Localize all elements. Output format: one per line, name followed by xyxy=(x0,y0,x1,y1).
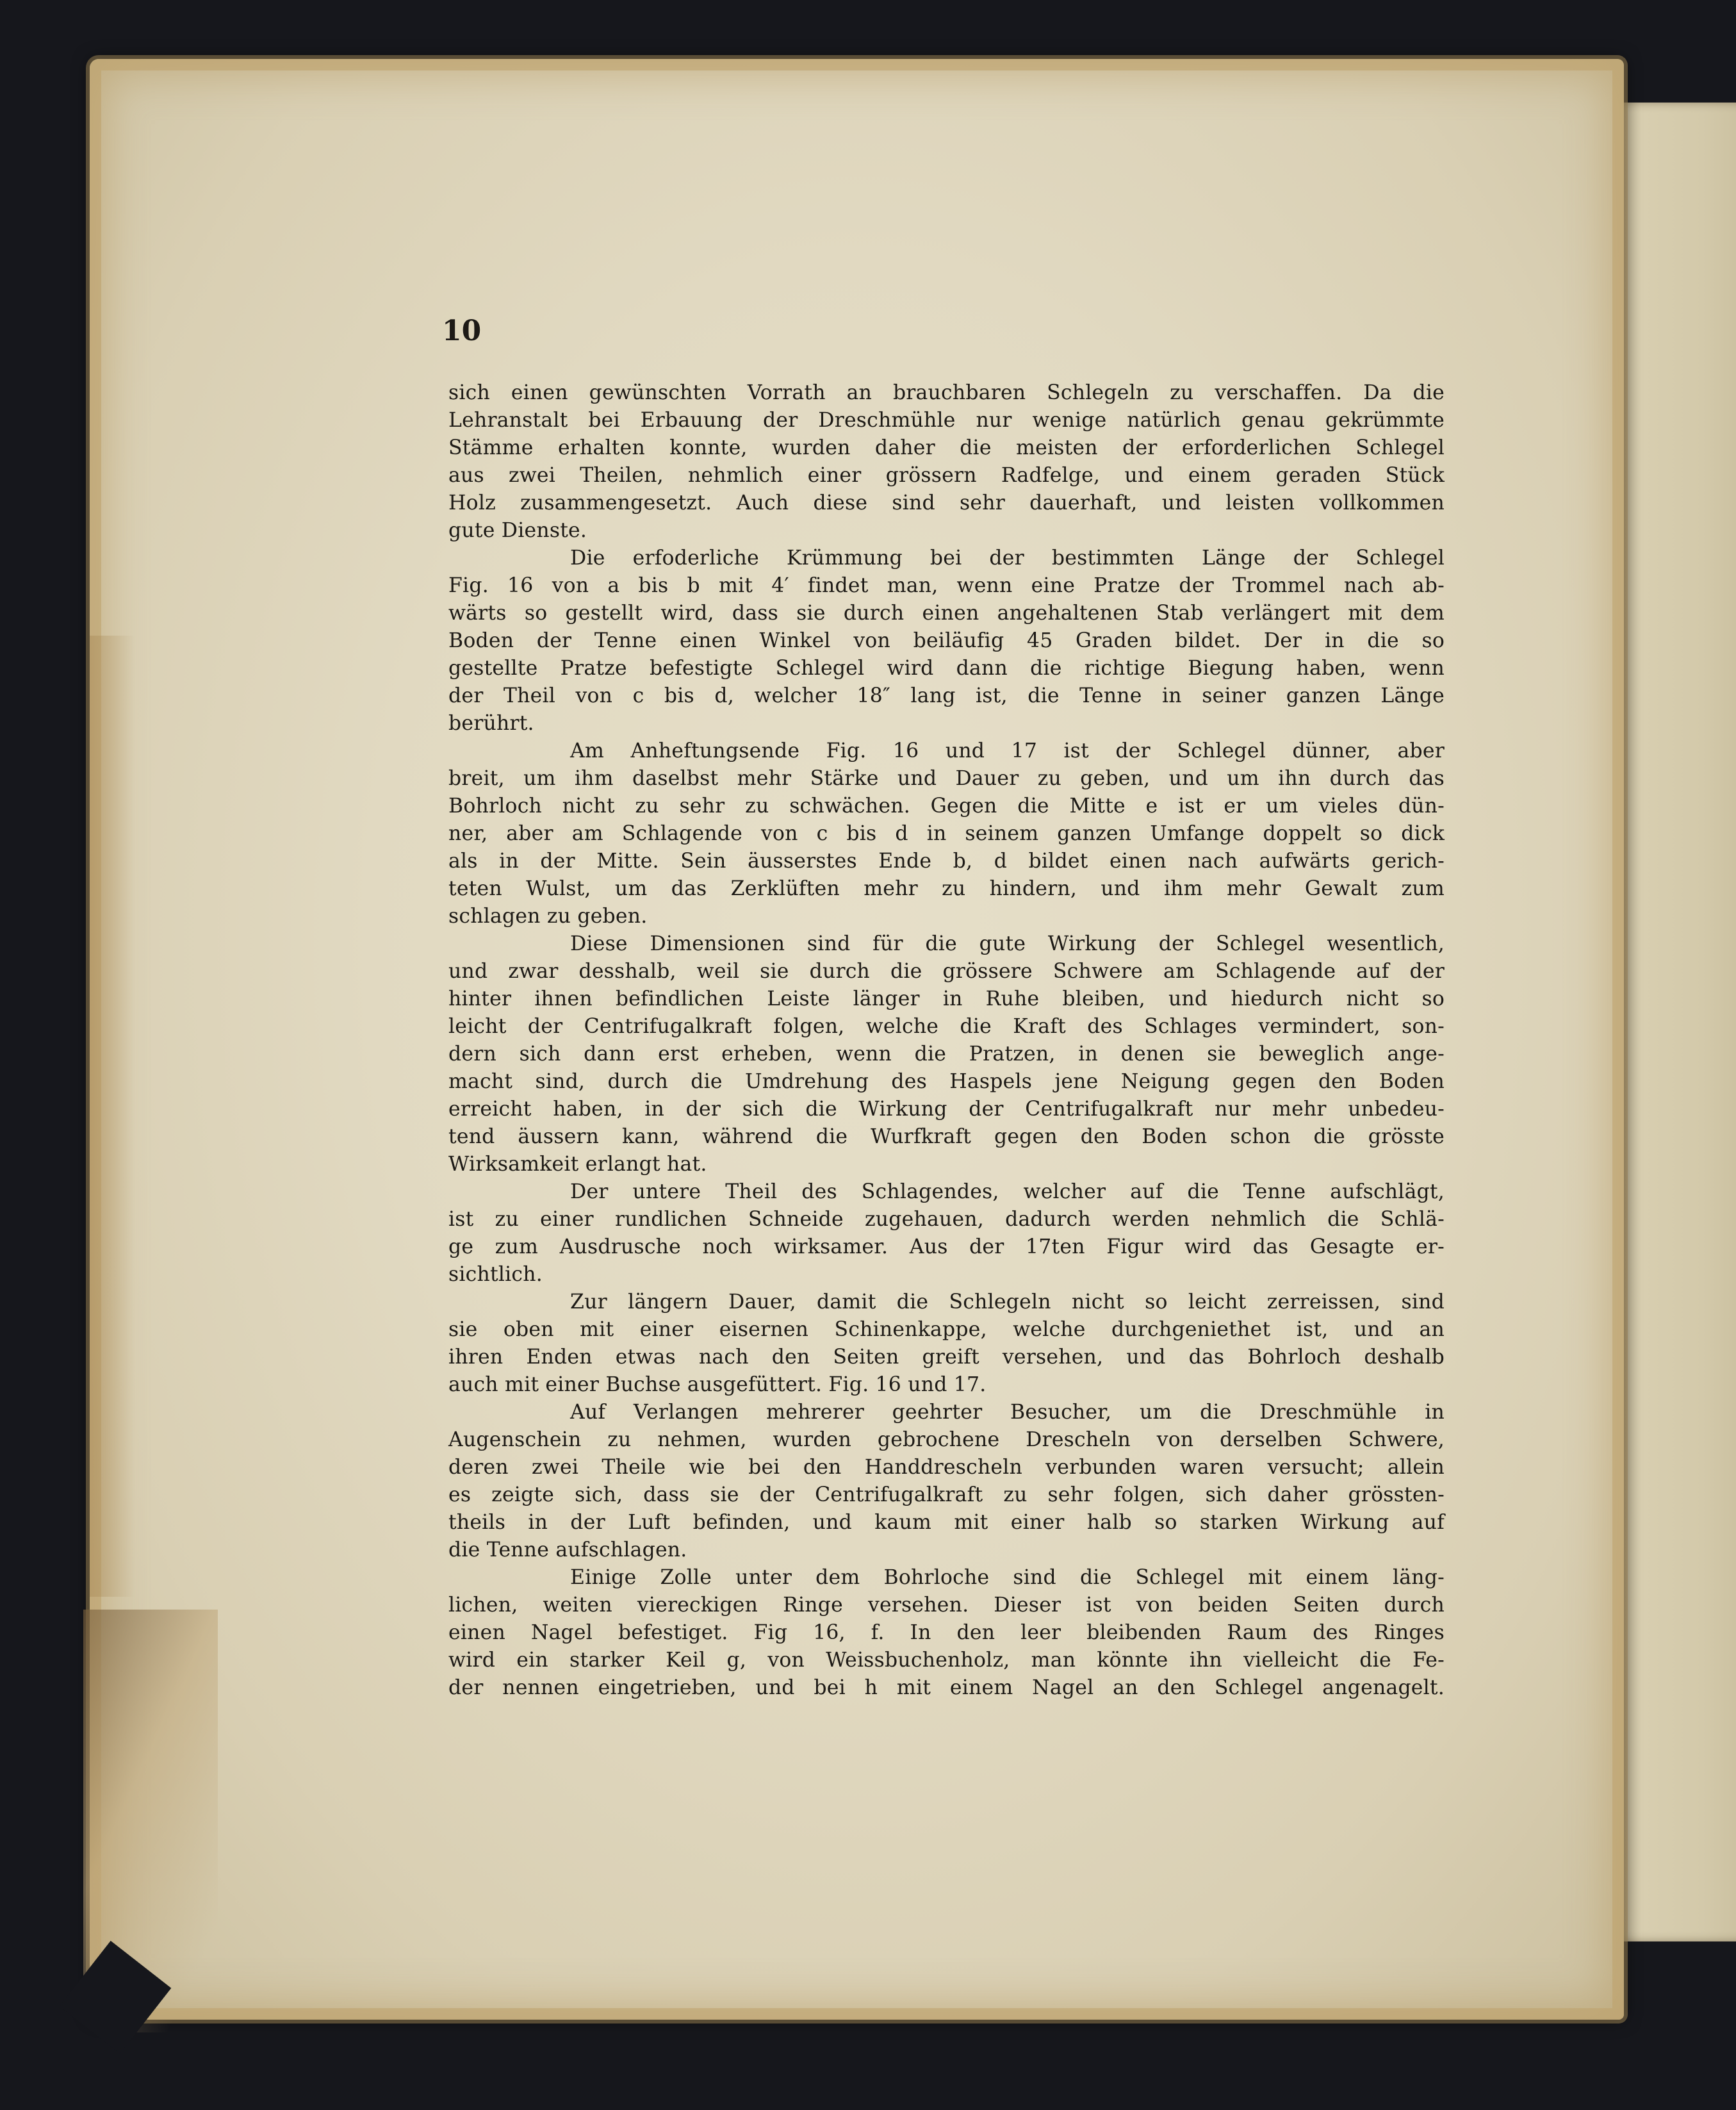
text-line: wird ein starker Keil g, von Weissbuchenholz, man könnte ihn vielleicht die Fe- xyxy=(448,1649,1445,1672)
text-line: hinter ihnen befindlichen Leiste länger in Ruhe bleiben, und hiedurch nicht so xyxy=(448,987,1445,1010)
text-line: Diese Dimensionen sind für die gute Wirkung der Schlegel wesentlich, xyxy=(570,932,1445,955)
text-line: ist zu einer rundlichen Schneide zugehauen, dadurch werden nehmlich die Schlä- xyxy=(448,1208,1445,1231)
text-line: wärts so gestellt wird, dass sie durch einen angehaltenen Stab verlängert mit dem xyxy=(448,602,1445,625)
text-line: schlagen zu geben. xyxy=(448,905,648,928)
text-line: Wirksamkeit erlangt hat. xyxy=(448,1153,707,1176)
text-line: Auf Verlangen mehrerer geehrter Besucher, um die Dreschmühle in xyxy=(570,1401,1445,1424)
text-line: einen Nagel befestiget. Fig 16, f. In den leer bleibenden Raum des Ringes xyxy=(448,1621,1445,1644)
text-line: der Theil von c bis d, welcher 18″ lang ist, die Tenne in seiner ganzen Länge xyxy=(448,684,1445,707)
text-line: Einige Zolle unter dem Bohrloche sind die Schlegel mit einem läng- xyxy=(570,1566,1445,1589)
text-line: sie oben mit einer eisernen Schinenkappe, welche durchgeniethet ist, und an xyxy=(448,1318,1445,1341)
text-line: Augenschein zu nehmen, wurden gebrochene Drescheln von derselben Schwere, xyxy=(448,1428,1445,1451)
text-lines xyxy=(448,379,1445,1702)
text-line: teten Wulst, um das Zerklüften mehr zu hindern, und ihm mehr Gewalt zum xyxy=(448,877,1445,900)
text-line: sichtlich. xyxy=(448,1263,543,1286)
text-line: theils in der Luft befinden, und kaum mit einer halb so starken Wirkung auf xyxy=(448,1511,1445,1534)
text-line: Lehranstalt bei Erbauung der Dreschmühle nur wenige natürlich genau gekrümmte xyxy=(448,409,1445,432)
text-line: der nennen eingetrieben, und bei h mit einem Nagel an den Schlegel angenagelt. xyxy=(448,1676,1445,1699)
text-line: Fig. 16 von a bis b mit 4′ findet man, wenn eine Pratze der Trommel nach ab- xyxy=(448,574,1445,597)
text-line: gute Dienste. xyxy=(448,519,587,542)
text-line: Bohrloch nicht zu sehr zu schwächen. Gegen die Mitte e ist er um vieles dün- xyxy=(448,795,1445,818)
text-line: als in der Mitte. Sein äusserstes Ende b, d bildet einen nach aufwärts gerich- xyxy=(448,850,1445,873)
text-line: Der untere Theil des Schlagendes, welcher auf die Tenne aufschlägt, xyxy=(570,1180,1445,1203)
text-line: Holz zusammengesetzt. Auch diese sind sehr dauerhaft, und leisten vollkommen xyxy=(448,491,1445,515)
text-line: es zeigte sich, dass sie der Centrifugalkraft zu sehr folgen, sich daher grössten- xyxy=(448,1483,1445,1506)
text-line: leicht der Centrifugalkraft folgen, welche die Kraft des Schlages vermindert, son- xyxy=(448,1015,1445,1038)
text-line: aus zwei Theilen, nehmlich einer grössern Radfelge, und einem geraden Stück xyxy=(448,464,1445,487)
text-line: Am Anheftungsende Fig. 16 und 17 ist der Schlegel dünner, aber xyxy=(570,739,1445,762)
text-line: lichen, weiten viereckigen Ringe versehen. Dieser ist von beiden Seiten durch xyxy=(448,1594,1445,1617)
text-line: sich einen gewünschten Vorrath an brauchbaren Schlegeln zu verschaffen. Da die xyxy=(448,381,1445,404)
text-line: tend äussern kann, während die Wurfkraft gegen den Boden schon die grösste xyxy=(448,1125,1445,1148)
text-line: auch mit einer Buchse ausgefüttert. Fig. 16 und 17. xyxy=(448,1373,987,1396)
text-line: ihren Enden etwas nach den Seiten greift versehen, und das Bohrloch deshalb xyxy=(448,1346,1445,1369)
text-line: Stämme erhalten konnte, wurden daher die meisten der erforderlichen Schlegel xyxy=(448,436,1445,459)
text-line: die Tenne aufschlagen. xyxy=(448,1538,687,1562)
text-line: deren zwei Theile wie bei den Handdrescheln verbunden waren versucht; allein xyxy=(448,1456,1445,1479)
text-line: breit, um ihm daselbst mehr Stärke und Dauer zu geben, und um ihn durch das xyxy=(448,767,1445,790)
text-line: gestellte Pratze befestigte Schlegel wird dann die richtige Biegung haben, wenn xyxy=(448,657,1445,680)
facing-page-edge xyxy=(1614,103,1736,1941)
text-line: ner, aber am Schlagende von c bis d in seinem ganzen Umfange doppelt so dick xyxy=(448,822,1445,845)
text-line: ge zum Ausdrusche noch wirksamer. Aus der 17ten Figur wird das Gesagte er- xyxy=(448,1235,1445,1258)
text-line: Zur längern Dauer, damit die Schlegeln nicht so leicht zerreissen, sind xyxy=(570,1290,1445,1314)
paper-stain xyxy=(90,636,135,1597)
text-line: macht sind, durch die Umdrehung des Haspels jene Neigung gegen den Boden xyxy=(448,1070,1445,1093)
text-line: und zwar desshalb, weil sie durch die grössere Schwere am Schlagende auf der xyxy=(448,960,1445,983)
text-line: Boden der Tenne einen Winkel von beiläufig 45 Graden bildet. Der in die so xyxy=(448,629,1445,652)
text-line: Die erfoderliche Krümmung bei der bestimmten Länge der Schlegel xyxy=(570,547,1445,570)
text-line: berührt. xyxy=(448,712,534,735)
text-line: erreicht haben, in der sich die Wirkung der Centrifugalkraft nur mehr unbedeu- xyxy=(448,1098,1445,1121)
text-line: dern sich dann erst erheben, wenn die Pratzen, in denen sie beweglich ange- xyxy=(448,1043,1445,1066)
page-number: 10 xyxy=(442,315,482,347)
